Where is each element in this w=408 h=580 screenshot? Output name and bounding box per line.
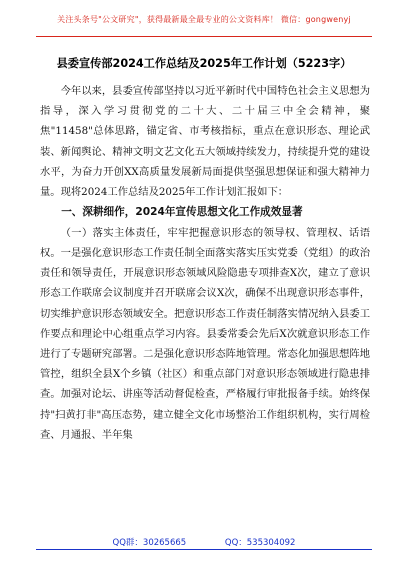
intro-paragraph: 今年以来，县委宣传部坚持以习近平新时代中国特色社会主义思想为指导，深入学习贯彻党的二十大、二十届三中全会精神，聚焦"11458"总体思路，锚定省、市考核指标，重点在意识形态、理论武装、新闻舆论、精神文明文艺文化五大领域持续发力，持续提升党的建设水平，为奋力开创XX高质量发展新局面提供坚强思想保证和强大精神力量。现将2024工作总结及2025年工作计划汇报如下： [40,85,370,199]
document-body [40,81,370,445]
document-title: 县委宣传部2024工作总结及2025年工作计划（5223字） [56,57,352,70]
footer-underline [36,549,372,550]
footer-qq-group: QQ群：30265665 [112,538,187,548]
header-banner: 关注头条号"公文研究"，获得最新最全最专业的公文资料库！ 微信：gongwenyj [57,15,351,24]
footer-qq: QQ：535304092 [224,538,296,548]
header-divider [36,36,372,37]
section-heading: 一、深耕细作，2024年宣传思想文化工作成效显著 [61,206,303,219]
section-paragraph: （一）落实主体责任，牢牢把握意识形态的领导权、管理权、话语权。一是强化意识形态工作责任制全面落实落实压实党委（党组）的政治责任和领导责任，开展意识形态领域风险隐患专项排查X次，建立了意识形态工作联席会议制度并召开联席会议X次，确保不出现意识形态事件，切实维护意识形态领域安全。把意识形态工作责任制落实情况纳入县委工作要点和理论中心组重点学习内容。县委常委会先后X次就意识形态工作进行了专题研究部署。二是强化意识形态阵地管理。常态化加强思想阵地管控，组织全县X个乡镇（社区）和重点部门对意识形态领域进行隐患排查。加强对论坛、讲座等活动督促检查，严格履行审批报备手续。始终保持"扫黄打非"高压态势，建立健全文化市场整治工作组织机构，实行周检查、月通报、半年集 [40,226,370,441]
footer-contact [0,536,408,548]
